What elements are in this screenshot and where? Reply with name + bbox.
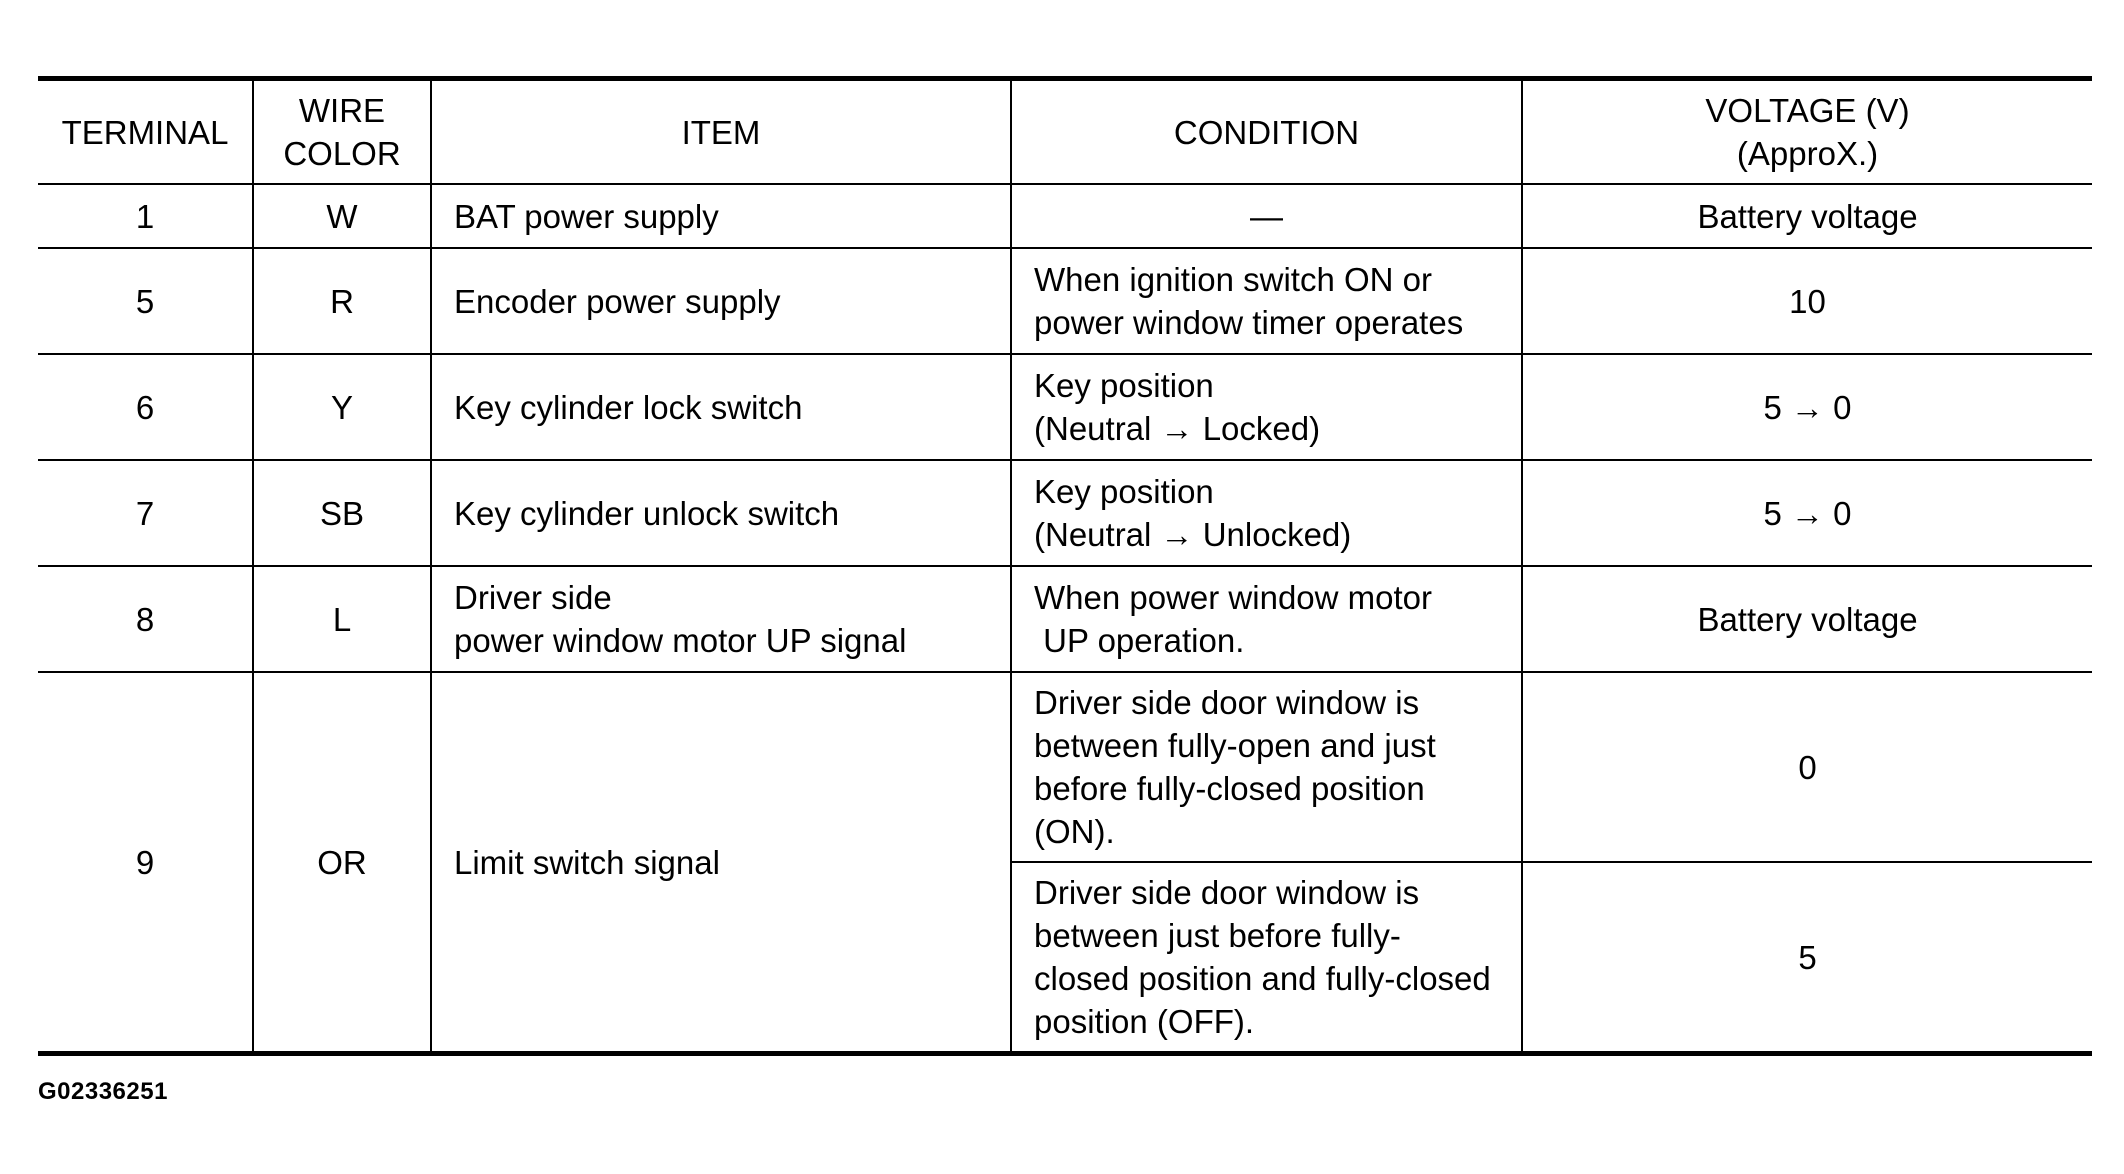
header-voltage-line-2: (ApproX.): [1736, 135, 1879, 172]
header-voltage-line-1: VOLTAGE (V): [1705, 92, 1910, 129]
voltage-cell: Battery voltage: [1522, 184, 2092, 248]
header-row: [38, 79, 2092, 185]
header-terminal: [38, 79, 253, 185]
condition-line: power window timer operates: [1034, 304, 1464, 341]
item-cell: [431, 460, 1011, 566]
condition-cell: [1011, 248, 1522, 354]
header-voltage: [1522, 79, 2092, 185]
condition-cell: [1011, 566, 1522, 672]
figure-code: G02336251: [38, 1078, 168, 1105]
item-line: Encoder power supply: [454, 282, 781, 320]
condition-cell: [1011, 672, 1522, 862]
terminal-cell: 1: [38, 184, 253, 248]
condition-cell: [1011, 460, 1522, 566]
table-row: [38, 354, 2092, 460]
terminal-cell: 8: [38, 566, 253, 672]
item-cell: [431, 354, 1011, 460]
condition-line: (Neutral → Locked): [1034, 410, 1321, 447]
header-condition-line: CONDITION: [1173, 113, 1360, 151]
wire-color-cell: OR: [253, 672, 431, 1054]
table-row: [38, 248, 2092, 354]
terminal-cell: 5: [38, 248, 253, 354]
item-line: Driver side: [454, 579, 612, 616]
condition-line: UP operation.: [1034, 622, 1245, 659]
voltage-cell: 5 → 0: [1522, 460, 2092, 566]
condition-cell: [1011, 862, 1522, 1054]
condition-line: Key position: [1034, 367, 1214, 404]
condition-line: Driver side door window is: [1034, 874, 1420, 911]
condition-line: —: [1250, 197, 1283, 235]
wire-color-cell: L: [253, 566, 431, 672]
item-line: Key cylinder unlock switch: [454, 494, 840, 532]
terminal-cell: 7: [38, 460, 253, 566]
voltage-cell: 0: [1522, 672, 2092, 862]
condition-line: between fully-open and just: [1034, 727, 1436, 764]
condition-cell: [1011, 184, 1522, 248]
header-item: [431, 79, 1011, 185]
voltage-cell: 5 → 0: [1522, 354, 2092, 460]
item-line: Limit switch signal: [454, 843, 720, 881]
header-item-line: ITEM: [681, 113, 761, 151]
wire-color-cell: R: [253, 248, 431, 354]
condition-line: Driver side door window is: [1034, 684, 1420, 721]
item-line: BAT power supply: [454, 197, 719, 235]
item-line: power window motor UP signal: [454, 622, 907, 659]
terminal-voltage-table-sheet: [38, 76, 2092, 1056]
condition-line: When power window motor: [1034, 579, 1432, 616]
condition-line: Key position: [1034, 473, 1214, 510]
wire-color-cell: W: [253, 184, 431, 248]
item-line: Key cylinder lock switch: [454, 388, 803, 426]
header-wire-color-line-1: WIRE: [298, 92, 386, 129]
table-row: [38, 566, 2092, 672]
table-row: [38, 184, 2092, 248]
condition-line: (Neutral → Unlocked): [1034, 516, 1352, 553]
item-cell: [431, 184, 1011, 248]
condition-line: before fully-closed position: [1034, 770, 1425, 807]
condition-line: (ON).: [1034, 813, 1115, 850]
wire-color-cell: Y: [253, 354, 431, 460]
condition-line: When ignition switch ON or: [1034, 261, 1432, 298]
voltage-cell: 10: [1522, 248, 2092, 354]
condition-line: position (OFF).: [1034, 1003, 1255, 1040]
condition-line: closed position and fully-closed: [1034, 960, 1491, 997]
item-cell: [431, 248, 1011, 354]
terminal-voltage-table: [38, 76, 2092, 1056]
header-terminal-line: TERMINAL: [61, 113, 229, 151]
item-cell: [431, 566, 1011, 672]
table-row: [38, 672, 2092, 862]
header-condition: [1011, 79, 1522, 185]
condition-cell: [1011, 354, 1522, 460]
header-wire-color: [253, 79, 431, 185]
terminal-cell: 9: [38, 672, 253, 1054]
table-row: [38, 460, 2092, 566]
terminal-cell: 6: [38, 354, 253, 460]
item-cell: [431, 672, 1011, 1054]
condition-line: between just before fully-: [1034, 917, 1401, 954]
voltage-cell: Battery voltage: [1522, 566, 2092, 672]
voltage-cell: 5: [1522, 862, 2092, 1054]
wire-color-cell: SB: [253, 460, 431, 566]
header-wire-color-line-2: COLOR: [283, 135, 401, 172]
